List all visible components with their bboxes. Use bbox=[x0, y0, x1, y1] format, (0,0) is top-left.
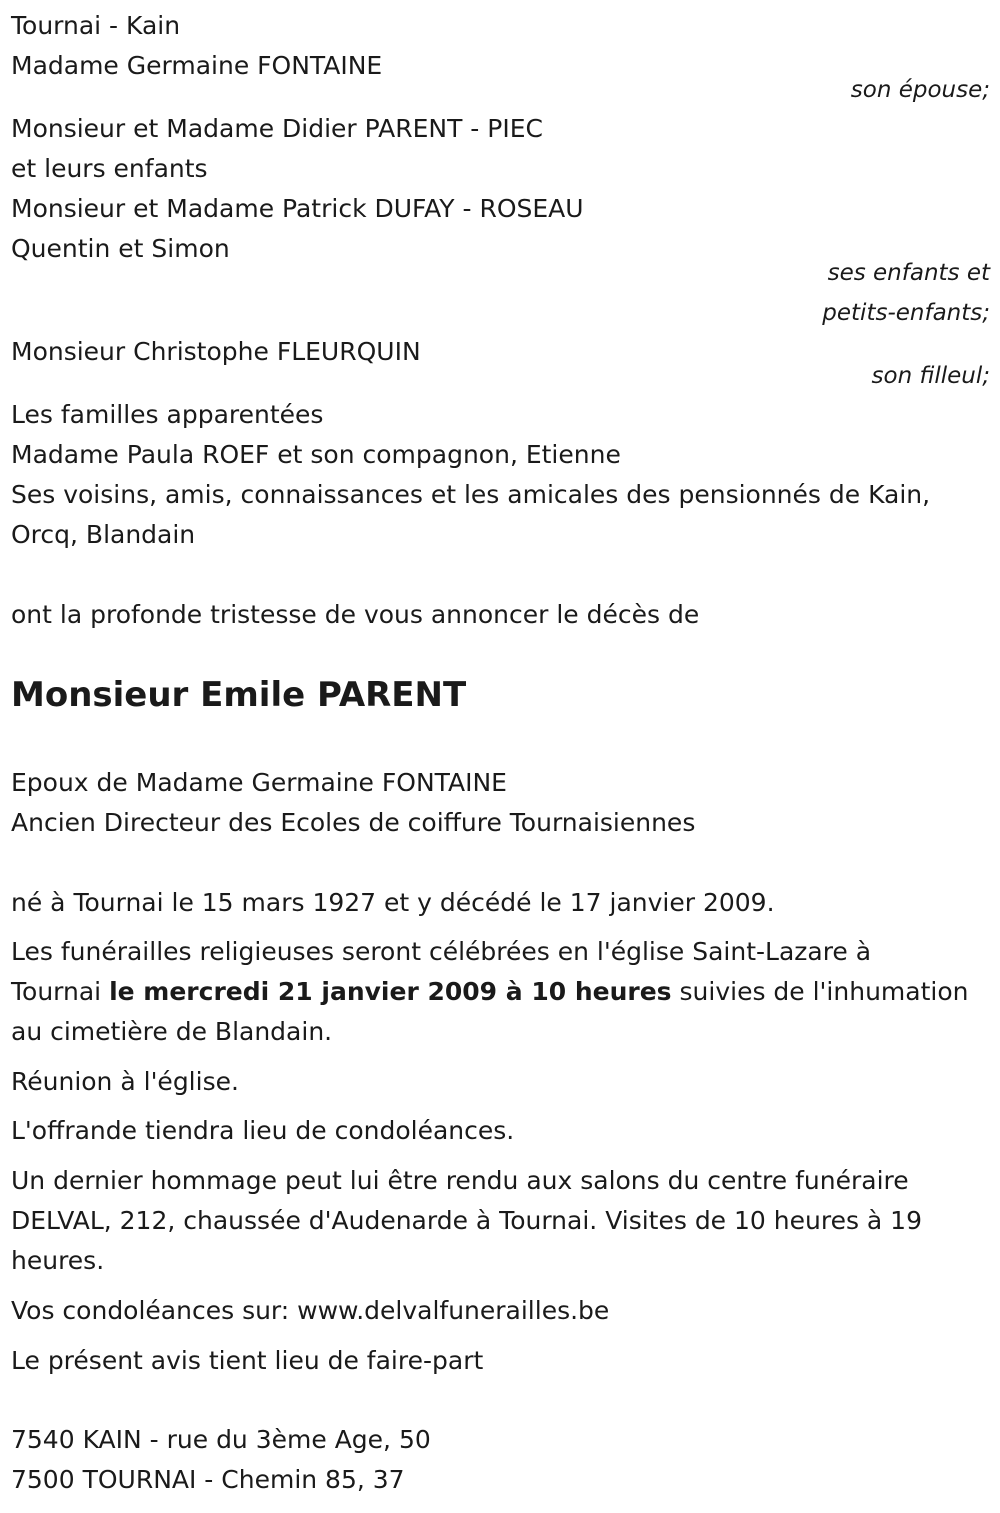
deceased-title: Ancien Directeur des Ecoles de coiffure Tournaisiennes bbox=[11, 808, 696, 837]
condolences-line: Vos condoléances sur: www.delvalfunerailles.be bbox=[11, 1296, 610, 1325]
godson-role: son filleul; bbox=[871, 363, 990, 389]
godson-name: Monsieur Christophe FLEURQUIN bbox=[11, 337, 421, 366]
tribute-line-1: Un dernier hommage peut lui être rendu aux salons du centre funéraire bbox=[11, 1166, 909, 1195]
address-line-1: 7540 KAIN - rue du 3ème Age, 50 bbox=[11, 1425, 431, 1454]
deceased-spouse-of: Epoux de Madame Germaine FONTAINE bbox=[11, 768, 507, 797]
funeral-line-2 bbox=[11, 972, 968, 1012]
others-line-1: Les familles apparentées bbox=[11, 400, 324, 429]
funeral-line-1: Les funérailles religieuses seront célébrées en l'église Saint-Lazare à bbox=[11, 937, 872, 966]
funeral-line-3: au cimetière de Blandain. bbox=[11, 1017, 333, 1046]
children-line-1: Monsieur et Madame Didier PARENT - PIEC bbox=[11, 114, 543, 143]
offering-line: L'offrande tiendra lieu de condoléances. bbox=[11, 1116, 515, 1145]
spouse-name: Madame Germaine FONTAINE bbox=[11, 51, 383, 80]
funeral-line-2-suffix: suivies de l'inhumation bbox=[671, 977, 969, 1006]
announcement: ont la profonde tristesse de vous annoncer le décès de bbox=[11, 600, 700, 629]
children-role-1: ses enfants et bbox=[827, 260, 990, 286]
children-role-2: petits-enfants; bbox=[822, 300, 990, 326]
spouse-role: son épouse; bbox=[850, 77, 990, 103]
children-line-3: Monsieur et Madame Patrick DUFAY - ROSEAU bbox=[11, 194, 584, 223]
address-line-2: 7500 TOURNAI - Chemin 85, 37 bbox=[11, 1465, 405, 1494]
funeral-date-time: le mercredi 21 janvier 2009 à 10 heures bbox=[109, 977, 672, 1006]
others-line-4: Orcq, Blandain bbox=[11, 520, 196, 549]
notice-line: Le présent avis tient lieu de faire-part bbox=[11, 1346, 484, 1375]
tribute-line-3: heures. bbox=[11, 1246, 105, 1275]
children-line-4: Quentin et Simon bbox=[11, 234, 230, 263]
funeral-line-2-prefix: Tournai bbox=[11, 977, 110, 1006]
meeting-line: Réunion à l'église. bbox=[11, 1067, 239, 1096]
location-line: Tournai - Kain bbox=[11, 11, 181, 40]
children-line-2: et leurs enfants bbox=[11, 154, 208, 183]
others-line-3: Ses voisins, amis, connaissances et les amicales des pensionnés de Kain, bbox=[11, 480, 931, 509]
deceased-name: Monsieur Emile PARENT bbox=[11, 675, 467, 715]
tribute-line-2: DELVAL, 212, chaussée d'Audenarde à Tournai. Visites de 10 heures à 19 bbox=[11, 1206, 922, 1235]
birth-death: né à Tournai le 15 mars 1927 et y décédé le 17 janvier 2009. bbox=[11, 888, 775, 917]
others-line-2: Madame Paula ROEF et son compagnon, Etienne bbox=[11, 440, 621, 469]
